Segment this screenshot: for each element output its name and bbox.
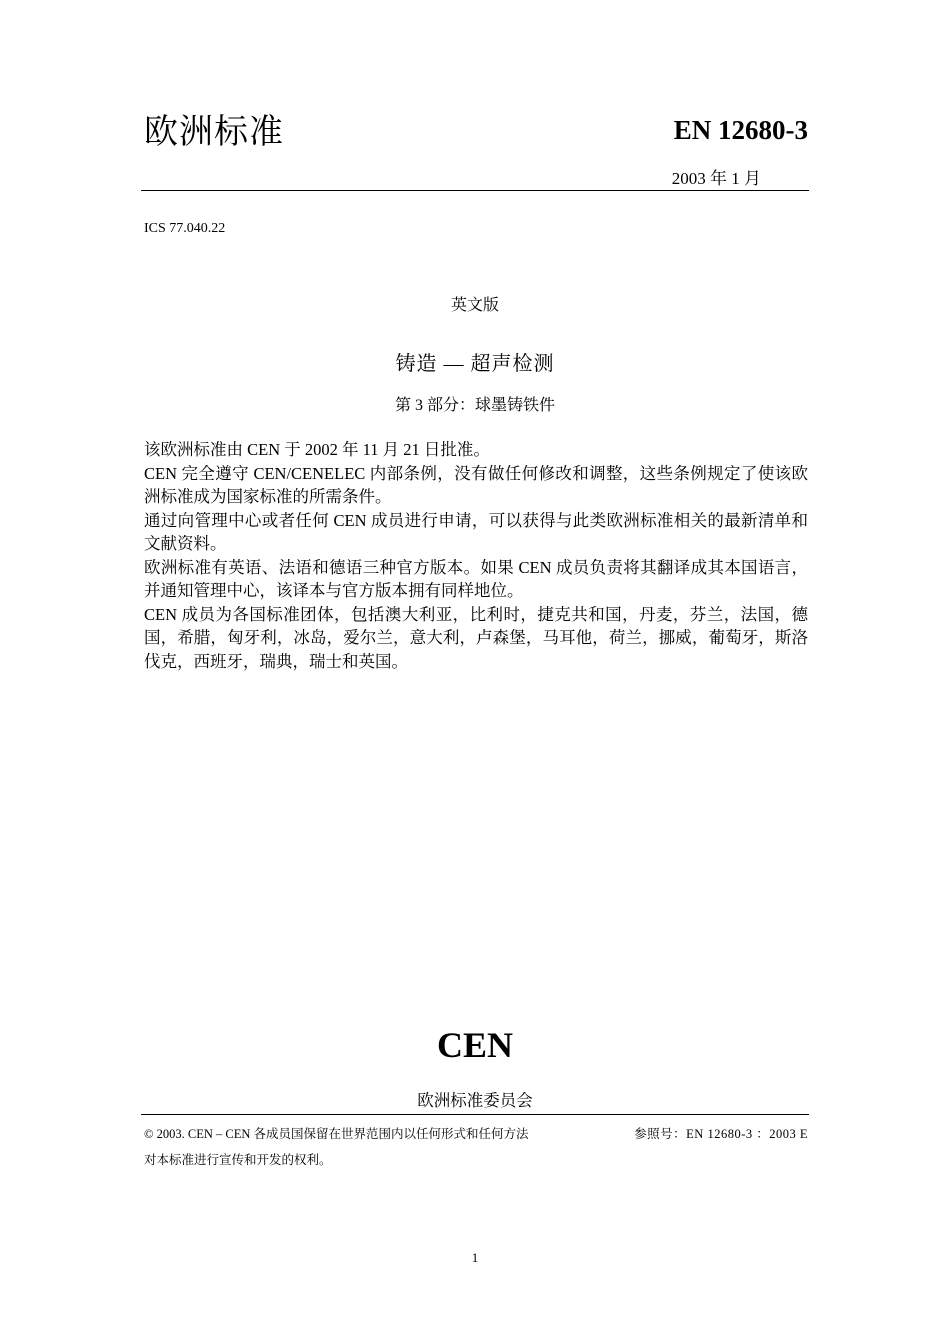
body-paragraph: 该欧洲标准由 CEN 于 2002 年 11 月 21 日批准。: [144, 440, 490, 459]
main-title: 铸造 — 超声检测: [395, 353, 555, 375]
copyright-notice: © 2003. CEN – CEN 各成员国保留在世界范围内以任何形式和任何方法对本标准进行宣传和开发的权利。: [144, 1127, 529, 1167]
reference-number: 参照号：EN 12680-3 ：2003 E: [634, 1127, 808, 1141]
edition-label: 英文版: [450, 297, 499, 314]
document-type-title: 欧洲标准: [144, 114, 284, 151]
org-name: 欧洲标准委员会: [417, 1091, 533, 1110]
publication-date: 2003 年 1 月: [671, 169, 761, 188]
ics-code: ICS 77.040.22: [144, 221, 226, 236]
cen-logo: CEN: [436, 1025, 513, 1065]
body-text: [144, 438, 808, 673]
footer-divider: [141, 1114, 809, 1115]
page-number: 1: [471, 1250, 479, 1265]
body-paragraph: 欧洲标准有英语、法语和德语三种官方版本。如果 CEN 成员负责将其翻译成其本国语言，并通知管理中心，该译本与官方版本拥有同样地位。: [144, 557, 808, 600]
body-paragraph: CEN 完全遵守 CEN/CENELEC 内部条例，没有做任何修改和调整，这些条例规定了使该欧洲标准成为国家标准的所需条件。: [144, 463, 808, 506]
standard-number: EN 12680-3: [673, 115, 808, 145]
header-divider: [141, 190, 809, 191]
body-paragraph: 通过向管理中心或者任何 CEN 成员进行申请，可以获得与此类欧洲标准相关的最新清单和文献资料。: [144, 510, 808, 553]
body-paragraph: CEN 成员为各国标准团体，包括澳大利亚，比利时，捷克共和国，丹麦，芬兰，法国，德国，希腊，匈牙利，冰岛，爱尔兰，意大利，卢森堡，马耳他，荷兰，挪威，葡萄牙，斯洛伐克，西班牙，瑞典，瑞士和英国。: [144, 604, 808, 671]
subtitle: 第 3 部分：球墨铸铁件: [394, 397, 555, 414]
